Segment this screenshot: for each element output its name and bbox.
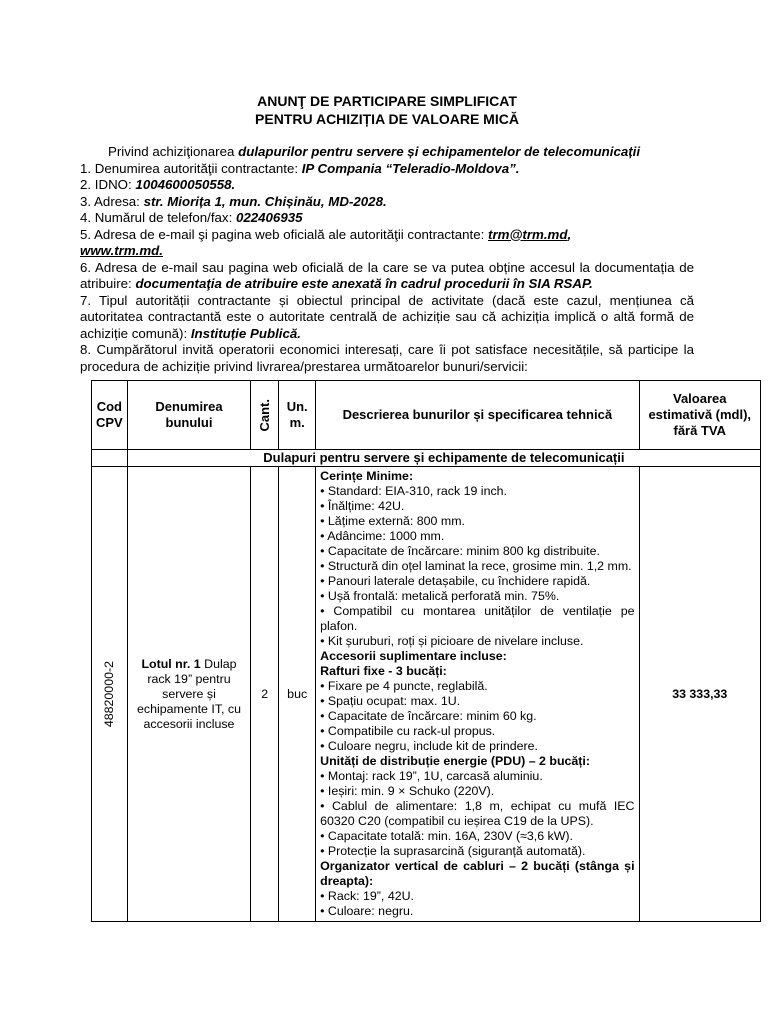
field-authority [80,161,694,178]
cell-qty: 2 [251,467,279,922]
spec-item: • Ușă frontală: metalică perforată min. 75%. [320,589,560,603]
spec-item: • Compatibile cu rack-ul propus. [320,724,496,738]
spec-item: • Lățime externă: 800 mm. [320,514,465,528]
spec-heading: Rafturi fixe - 3 bucăți: [320,664,447,678]
table-header-row [92,381,761,450]
document-page [80,92,694,375]
intro-prefix: Privind achiziţionarea [108,144,239,159]
header-unit: Un. m. [279,381,316,450]
field-invitation: 8. Cumpărătorul invită operatorii economici interesați, care îi pot satisface necesitățile, să participe la procedura de achiziție privind livrarea/prestarea următoarelor bunuri/servicii: [80,342,694,374]
spec-item: • Culoare: negru. [320,904,414,918]
field-value: str. Miorița 1, mun. Chișinău, MD-2028. [143,193,387,209]
field-address [80,194,694,211]
field-value: Instituție Publică. [190,325,301,341]
spec-item: • Protecție la suprasarcină (siguranță automată). [320,844,586,858]
header-cpv: Cod CPV [92,381,128,450]
field-documentation [80,260,694,293]
spec-item: • Structură din oțel laminat la rece, grosime min. 1,2 mm. [320,559,632,573]
cell-lot-name [127,467,251,922]
cell-cpv [92,467,128,922]
spec-item: • Înălțime: 42U. [320,499,405,513]
spec-heading: Cerințe Minime: [320,469,414,483]
field-label: 5. Adresa de e-mail şi pagina web oficială ale autorităţii contractante: [80,226,489,242]
spec-item: • Kit șuruburi, roți și picioare de nivelare incluse. [320,634,584,648]
lot-description: Dulap rack 19” pentru servere și echipamente IT, cu accesorii incluse [136,656,241,731]
field-value: IP Compania “Teleradio-Moldova”. [301,160,520,176]
field-label: 2. IDNO: [80,177,136,192]
procurement-object: dulapurilor pentru servere și echipamentelor de telecomunicații [238,144,641,159]
field-label: 6. Adresa de e-mail sau pagina web oficială de la care se va putea obține accesul la documentația de atribuire: [80,259,694,291]
spec-item: • Compatibil cu montarea unităților de ventilație pe plafon. [320,604,635,633]
group-title: Dulapuri pentru servere și echipamente de telecomunicații [127,450,760,467]
spec-item: • Montaj: rack 19”, 1U, carcasă aluminiu. [320,769,543,783]
title-line-1: ANUNŢ DE PARTICIPARE SIMPLIFICAT [257,93,517,109]
spec-heading: Accesorii suplimentare incluse: [320,649,507,663]
spec-heading: Organizator vertical de cabluri – 2 bucăți (stânga și dreapta): [320,859,635,888]
field-value: documentaţia de atribuire este anexată în cadrul procedurii în SIA RSAP. [135,276,593,291]
email-link[interactable]: trm@trm.md [488,226,568,242]
document-title [80,92,694,128]
intro-section [80,144,694,375]
spec-item: • Standard: EIA-310, rack 19 inch. [320,484,507,498]
spec-item: • Cablul de alimentare: 1,8 m, echipat cu mufă IEC 60320 C20 (compatibil cu ieșirea C19 de la UPS). [320,799,635,828]
field-value: 1004600050558. [135,177,236,192]
cell-specification [316,467,639,922]
web-link[interactable]: www.trm.md. [80,243,163,258]
header-name: Denumirea bunului [127,381,251,450]
spec-item: • Rack: 19”, 42U. [320,889,414,903]
header-qty-label: Cant. [256,398,272,432]
field-label: 1. Denumirea autorităţii contractante: [80,160,302,176]
spec-item: • Capacitate de încărcare: minim 60 kg. [320,709,537,723]
group-empty-cell [92,450,128,467]
header-description: Descrierea bunurilor și specificarea tehnică [316,381,639,450]
spec-item: • Capacitate totală: min. 16A, 230V (≈3,6 kW). [320,829,573,843]
spec-item: • Panouri laterale detașabile, cu închidere rapidă. [320,574,591,588]
header-qty [251,381,279,450]
table-row [92,467,761,922]
lot-number: Lotul nr. 1 [141,656,201,671]
spec-item: • Adâncime: 1000 mm. [320,529,445,543]
header-value: Valoarea estimativă (mdl), fără TVA [639,381,760,450]
spec-item: • Fixare pe 4 puncte, reglabilă. [320,679,488,693]
field-authority-type [80,293,694,343]
field-value: 022406935 [235,210,303,225]
table-group-row [92,450,761,467]
field-label: 7. Tipul autorității contractante și obiectul principal de activitate (dacă este cazul, mențiunea că autoritatea contractantă este o autoritate centrală de achiziție sau că achiziția implică o altă formă de achiziție comună): [80,292,694,341]
field-label: 3. Adresa: [80,193,144,209]
spec-heading: Unități de distribuție energie (PDU) – 2 bucăți: [320,754,591,768]
cell-value: 33 333,33 [639,467,760,922]
spec-item: • Spațiu ocupat: max. 1U. [320,694,461,708]
cell-unit: buc [279,467,316,922]
spec-item: • Capacitate de încărcare: minim 800 kg distribuite. [320,544,600,558]
field-label: 4. Numărul de telefon/fax: [80,210,236,225]
spec-item: • Ieșiri: min. 9 × Schuko (220V). [320,784,495,798]
field-idno [80,177,694,194]
field-email-web: 5. Adresa de e-mail şi pagina web oficială ale autorităţii contractante: trm@trm.md, www.trm.md. [80,226,572,258]
title-line-2: PENTRU ACHIZIȚIA DE VALOARE MICĂ [255,111,519,127]
intro-line [80,144,694,161]
field-phone [80,210,694,227]
cpv-code: 48820000-2 [101,660,116,728]
spec-item: • Culoare negru, include kit de prindere. [320,739,538,753]
goods-table [91,380,761,922]
